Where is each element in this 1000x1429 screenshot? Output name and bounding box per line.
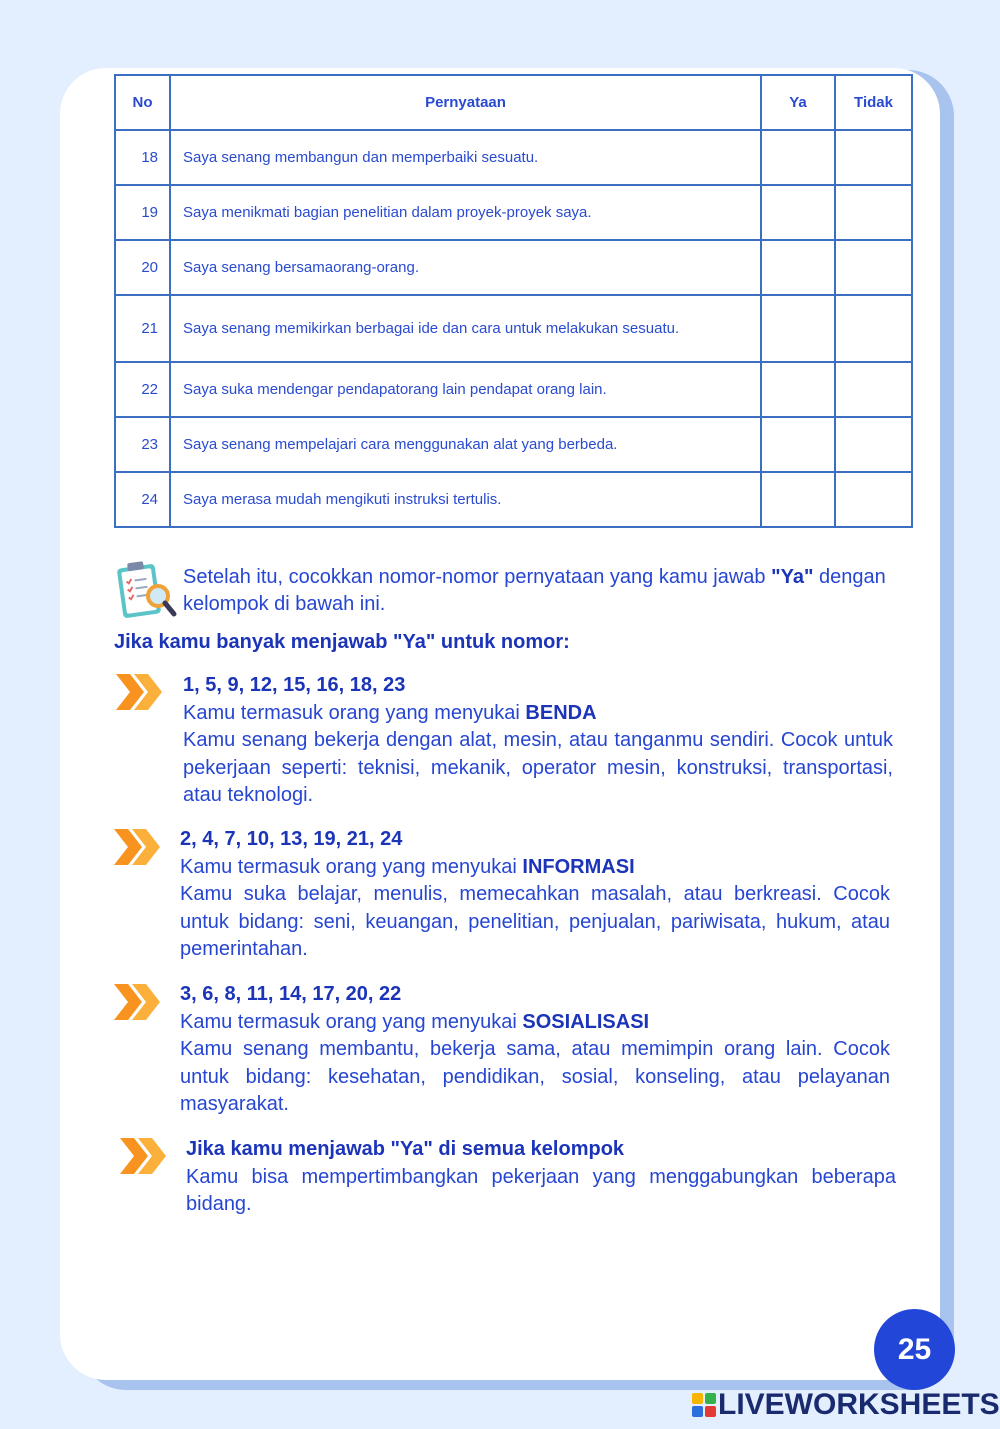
group-description: Kamu bisa mempertimbangkan pekerjaan yang menggabungkan beberapa bidang.: [186, 1165, 896, 1215]
group-type-line: [180, 1009, 890, 1037]
answer-yes-cell[interactable]: [761, 295, 835, 362]
brand-footer: [692, 1388, 1000, 1422]
row-statement: Saya merasa mudah mengikuti instruksi tertulis.: [170, 472, 761, 527]
answer-yes-cell[interactable]: [761, 417, 835, 472]
row-statement: Saya suka mendengar pendapatorang lain pendapat orang lain.: [170, 362, 761, 417]
answer-no-cell[interactable]: [835, 417, 912, 472]
chevron-double-icon: [110, 825, 166, 869]
liveworksheets-logo-icon: [692, 1393, 716, 1417]
answer-no-cell[interactable]: [835, 185, 912, 240]
brand-name: LIVEWORKSHEETS: [718, 1388, 1000, 1421]
table-row: [115, 185, 912, 240]
page-number: 25: [874, 1309, 955, 1390]
group-numbers: 2, 4, 7, 10, 13, 19, 21, 24: [180, 828, 403, 850]
table-row: [115, 417, 912, 472]
row-statement: Saya menikmati bagian penelitian dalam proyek-proyek saya.: [170, 185, 761, 240]
group-semua: [186, 1136, 896, 1219]
answer-yes-cell[interactable]: [761, 240, 835, 295]
header-no-answer: Tidak: [835, 75, 912, 130]
group-title: Jika kamu menjawab "Ya" di semua kelompok: [186, 1138, 625, 1160]
group-type-prefix: Kamu termasuk orang yang menyukai: [183, 701, 526, 724]
header-statement: Pernyataan: [170, 75, 761, 130]
header-no: No: [115, 75, 170, 130]
row-number: 19: [115, 185, 170, 240]
section-heading: Jika kamu banyak menjawab "Ya" untuk nomor:: [114, 631, 570, 653]
group-benda: [183, 672, 893, 810]
answer-yes-cell[interactable]: [761, 472, 835, 527]
row-statement: Saya senang membangun dan memperbaiki sesuatu.: [170, 130, 761, 185]
group-type-line: [183, 700, 893, 728]
answer-no-cell[interactable]: [835, 240, 912, 295]
group-informasi: [180, 826, 890, 964]
header-yes: Ya: [761, 75, 835, 130]
answer-no-cell[interactable]: [835, 472, 912, 527]
group-type-prefix: Kamu termasuk orang yang menyukai: [180, 855, 523, 878]
row-statement: Saya senang mempelajari cara menggunakan alat yang berbeda.: [170, 417, 761, 472]
row-number: 21: [115, 295, 170, 362]
group-numbers: 1, 5, 9, 12, 15, 16, 18, 23: [183, 674, 406, 696]
row-number: 18: [115, 130, 170, 185]
group-type: BENDA: [525, 701, 597, 724]
chevron-double-icon: [116, 1134, 172, 1178]
answer-no-cell[interactable]: [835, 130, 912, 185]
table-row: [115, 362, 912, 417]
table-row: [115, 240, 912, 295]
statement-table: [114, 74, 913, 528]
group-type-prefix: Kamu termasuk orang yang menyukai: [180, 1010, 523, 1033]
group-description: Kamu senang bekerja dengan alat, mesin, atau tanganmu sendiri. Cocok untuk pekerjaan seperti: teknisi, mekanik, operator mesin, konstruksi, transportasi, atau teknologi.: [183, 729, 893, 806]
instruction-part: dengan kelompok di bawah ini.: [183, 566, 886, 615]
row-number: 23: [115, 417, 170, 472]
group-type: SOSIALISASI: [522, 1010, 650, 1033]
table-header-row: [115, 75, 912, 130]
instruction-text: [183, 564, 913, 618]
worksheet-card: [60, 68, 940, 1380]
row-statement: Saya senang bersamaorang-orang.: [170, 240, 761, 295]
row-number: 20: [115, 240, 170, 295]
group-description: Kamu senang membantu, bekerja sama, atau memimpin orang lain. Cocok untuk bidang: kesehatan, pendidikan, sosial, konseling, atau pelayanan masyarakat.: [180, 1038, 890, 1115]
answer-yes-cell[interactable]: [761, 130, 835, 185]
group-sosialisasi: [180, 981, 890, 1119]
row-statement: Saya senang memikirkan berbagai ide dan cara untuk melakukan sesuatu.: [170, 295, 761, 362]
row-number: 24: [115, 472, 170, 527]
table-row: [115, 130, 912, 185]
chevron-double-icon: [112, 670, 168, 714]
group-description: Kamu suka belajar, menulis, memecahkan masalah, atau berkreasi. Cocok untuk bidang: seni, keuangan, penelitian, penjualan, pariwisata, hukum, atau pemerintahan.: [180, 883, 890, 960]
instruction-bold: "Ya": [771, 566, 814, 588]
answer-yes-cell[interactable]: [761, 362, 835, 417]
group-type-line: [180, 854, 890, 882]
answer-yes-cell[interactable]: [761, 185, 835, 240]
answer-no-cell[interactable]: [835, 295, 912, 362]
answer-no-cell[interactable]: [835, 362, 912, 417]
group-type: INFORMASI: [522, 855, 635, 878]
row-number: 22: [115, 362, 170, 417]
table-row: [115, 295, 912, 362]
chevron-double-icon: [110, 980, 166, 1024]
group-numbers: 3, 6, 8, 11, 14, 17, 20, 22: [180, 983, 402, 1005]
clipboard-magnifier-icon: [114, 558, 178, 624]
table-row: [115, 472, 912, 527]
instruction-part: Setelah itu, cocokkan nomor-nomor pernyataan yang kamu jawab: [183, 566, 772, 588]
